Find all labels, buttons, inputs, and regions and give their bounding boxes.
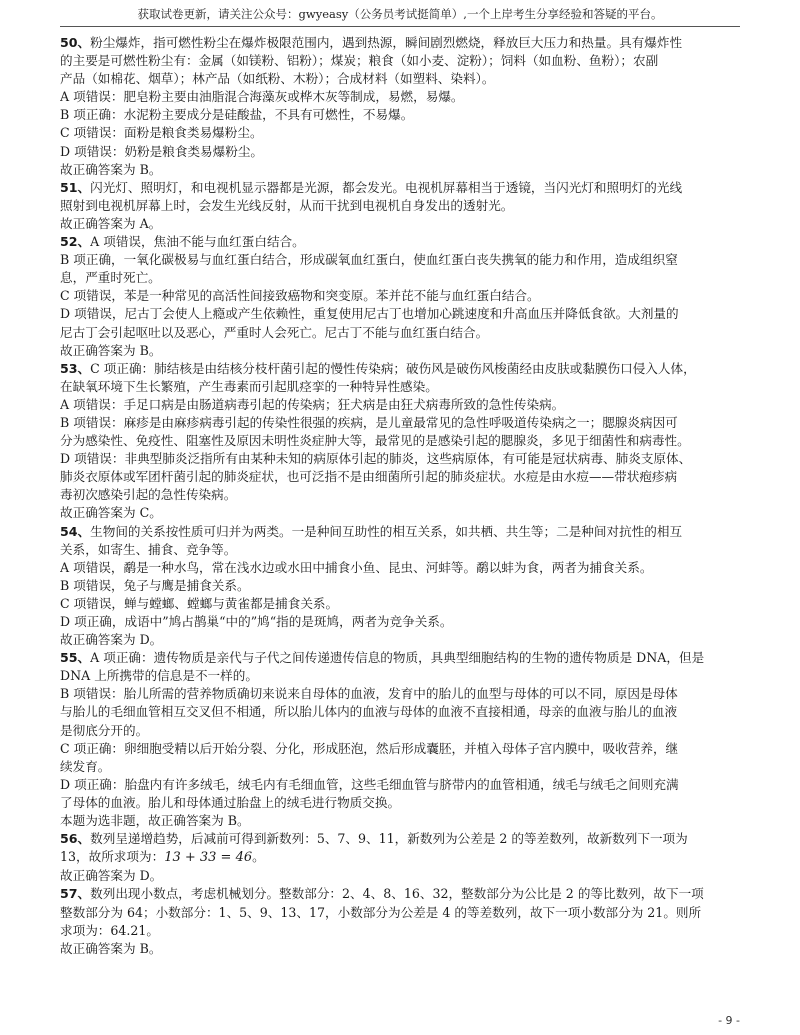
line-text: B 项错误，兔子与鹰是捕食关系。 (60, 577, 250, 593)
text-line (60, 143, 742, 161)
line-text: 故正确答案为 C。 (60, 505, 162, 521)
line-text: B 项正确，一氧化碳极易与血红蛋白结合，形成碳氧血红蛋白，使血红蛋白丧失携氧的能力和作用，造成组织窒 (60, 252, 678, 268)
line-text: A 项错误：肥皂粉主要由油脂混合海藻灰或桦木灰等制成，易燃，易爆。 (60, 89, 464, 105)
text-line (60, 378, 742, 396)
line-text: 故正确答案为 A。 (60, 215, 162, 231)
text-line (60, 360, 742, 378)
line-text: D 项正确，成语中”鸠占鹊巢“中的”鸠“指的是斑鸠，两者为竞争关系。 (60, 614, 453, 629)
text-line (60, 161, 742, 179)
line-text: B 项正确：水泥粉主要成分是硅酸盐，不具有可燃性，不易爆。 (60, 107, 414, 123)
line-text: 故正确答案为 B。 (60, 342, 162, 358)
line-text: B 项错误：胎儿所需的营养物质确切来说来自母体的血液，发育中的胎儿的血型与母体的可以不同，原因是母体 (60, 686, 678, 702)
line-text: 肺炎衣原体或军团杆菌引起的肺炎症状，也可泛指不是由细菌所引起的肺炎症状。水痘是由水痘——带状疱疹病 (60, 469, 678, 485)
text-line (60, 830, 742, 848)
text-line (60, 595, 742, 613)
line-text: C 项错误，蝉与螳螂、螳螂与黄雀都是捕食关系。 (60, 595, 339, 611)
line-text: 了母体的血液。胎儿和母体通过胎盘上的绒毛进行物质交换。 (60, 794, 401, 810)
page-header: 获取试卷更新，请关注公众号：gwyeasy（公务员考试挺简单）,一个上岸考生分享经验和答疑的平台。 (137, 7, 663, 21)
line-text-end: 。 (252, 849, 265, 865)
text-line (60, 414, 742, 432)
equation: 13 + 33 = 46 (164, 850, 253, 866)
answer-explanations (60, 34, 742, 958)
question-number: 50、 (60, 35, 91, 50)
line-text: D 项错误：奶粉是粮食类易爆粉尘。 (60, 143, 264, 159)
question-number: 54、 (60, 523, 91, 539)
line-text: D 项正确：胎盘内有许多绒毛，绒毛内有毛细血管，这些毛细血管与脐带内的血管相通，绒毛与绒毛之间则充满 (60, 776, 679, 792)
text-line (60, 324, 742, 342)
line-text: A 项正确：遗传物质是亲代与子代之间传递遗传信息的物质，具典型细胞结构的生物的遗传物质是 DNA，但是 (90, 650, 705, 666)
text-line (60, 179, 742, 197)
text-line (60, 940, 742, 958)
text-line (60, 233, 742, 251)
line-text: 在缺氧环境下生长繁殖，产生毒素而引起肌痉挛的一种特异性感染。 (60, 378, 438, 394)
text-line (60, 885, 742, 903)
line-text: A 项错误：手足口病是由肠道病毒引起的传染病；狂犬病是由狂犬病毒所致的急性传染病。 (60, 396, 565, 412)
line-text: 关系，如寄生、捕食、竞争等。 (60, 541, 237, 557)
line-text: 故正确答案为 D。 (60, 868, 163, 884)
line-text: 粉尘爆炸，指可燃性粉尘在爆炸极限范围内，遇到热源，瞬间剧烈燃烧，释放巨大压力和热量。具有爆炸性 (90, 35, 683, 50)
line-text: C 项正确：肺结核是由结核分枝杆菌引起的慢性传染病；破伤风是破伤风梭菌经由皮肤或黏膜伤口侵入人体， (90, 360, 696, 376)
text-line (60, 523, 742, 541)
text-line (60, 269, 742, 287)
line-text: 产品（如棉花、烟草）；林产品（如纸粉、木粉）；合成材料（如塑料、染料）。 (60, 71, 495, 87)
text-line (60, 396, 742, 414)
line-text: 是彻底分开的。 (60, 722, 149, 738)
line-text: 闪光灯、照明灯，和电视机显示器都是光源，都会发光。电视机屏幕相当于透镜，当闪光灯和照明灯的光线 (90, 179, 683, 195)
line-text: D 项错误：非典型肺炎泛指所有由某种未知的病原体引起的肺炎，这些病原体，有可能是冠状病毒、肺炎支原体、 (60, 451, 692, 467)
line-text: 息，严重时死亡。 (60, 270, 161, 286)
line-text: 续发育。 (60, 758, 111, 774)
text-line (60, 486, 742, 504)
line-text: 数列呈递增趋势，后减前可得到新数列：5、7、9、11，新数列为公差是 2 的等差数列，故新数列下一项为 (90, 831, 688, 847)
text-line (60, 649, 742, 667)
question-number: 56、 (60, 831, 91, 847)
text-line (60, 740, 742, 758)
text-line (60, 287, 742, 305)
page-number: - 9 - (718, 1014, 740, 1027)
text-line (60, 52, 742, 70)
line-text: 13，故所求项为： (60, 849, 165, 865)
text-line (60, 450, 742, 468)
line-text: C 项错误，苯是一种常见的高活性间接致癌物和突变原。苯并芘不能与血红蛋白结合。 (60, 288, 540, 304)
text-line (60, 922, 742, 940)
text-line (60, 722, 742, 740)
line-text: 分为感染性、免疫性、阻塞性及原因未明性炎症肿大等，最常见的是感染引起的腮腺炎，多见于细菌性和病毒性。 (60, 433, 690, 449)
text-line (60, 342, 742, 360)
line-text: 与胎儿的毛细血管相互交叉但不相通，所以胎儿体内的血液与母体的血液不直接相通，母亲的血液与胎儿的血液 (60, 704, 678, 720)
text-line (60, 685, 742, 703)
question-number: 51、 (60, 179, 91, 195)
text-line (60, 776, 742, 794)
text-line (60, 305, 742, 323)
text-line (60, 197, 742, 215)
line-text: 求项为：64.21。 (60, 922, 160, 938)
text-line (60, 124, 742, 142)
text-line (60, 70, 742, 88)
line-text: 故正确答案为 B。 (60, 940, 162, 956)
line-text: A 项错误，焦油不能与血红蛋白结合。 (90, 234, 305, 250)
text-line (60, 577, 742, 595)
line-text: 本题为选非题，故正确答案为 B。 (60, 813, 250, 829)
line-text: 故正确答案为 D。 (60, 632, 163, 648)
line-text: C 项正确：卵细胞受精以后开始分裂、分化，形成胚泡，然后形成囊胚，并植入母体子宫内膜中，吸收营养，继 (60, 740, 679, 756)
header-divider (60, 26, 740, 27)
text-line (60, 631, 742, 649)
text-line (60, 88, 742, 106)
question-number: 55、 (60, 650, 91, 666)
line-text: B 项错误：麻疹是由麻疹病毒引起的传染性很强的疾病，是儿童最常见的急性呼吸道传染病之一；腮腺炎病因可 (60, 414, 678, 430)
line-text: 尼古丁会引起呕吐以及恶心，严重时人会死亡。尼古丁不能与血红蛋白结合。 (60, 324, 489, 340)
line-text: 故正确答案为 B。 (60, 161, 162, 177)
question-number: 53、 (60, 360, 91, 376)
text-line (60, 794, 742, 812)
text-line (60, 703, 742, 721)
text-line (60, 559, 742, 577)
line-text: 整数部分为 64；小数部分：1、5、9、13、17，小数部分为公差是 4 的等差数列，故下一项小数部分为 21。则所 (60, 904, 702, 920)
line-text: C 项错误：面粉是粮食类易爆粉尘。 (60, 125, 263, 141)
line-text: 的主要是可燃性粉尘有：金属（如镁粉、铝粉）；煤炭；粮食（如小麦、淀粉）；饲料（如血粉、鱼粉）；农副 (60, 53, 659, 69)
text-line (60, 251, 742, 269)
line-text: D 项错误，尼古丁会使人上瘾或产生依赖性，重复使用尼古丁也增加心跳速度和升高血压并降低食欲。大剂量的 (60, 306, 679, 322)
line-text: 生物间的关系按性质可归并为两类。一是种间互助性的相互关系，如共栖、共生等；二是种间对抗性的相互 (90, 523, 683, 539)
text-line (60, 758, 742, 776)
text-line (60, 432, 742, 450)
line-text: 数列出现小数点，考虑机械划分。整数部分：2、4、8、16、32，整数部分为公比是 2 的等比数列，故下一项 (90, 886, 704, 902)
question-number: 57、 (60, 886, 91, 902)
text-line (60, 613, 742, 631)
text-line (60, 541, 742, 559)
line-text: 照射到电视机屏幕上时，会发生光线反射，从而干扰到电视机自身发出的透射光。 (60, 197, 514, 213)
text-line (60, 904, 742, 922)
line-text: A 项错误，鹬是一种水鸟，常在浅水边或水田中捕食小鱼、昆虫、河蚌等。鹬以蚌为食，两者为捕食关系。 (60, 559, 653, 575)
line-text: 毒初次感染引起的急性传染病。 (60, 487, 237, 503)
question-number: 52、 (60, 234, 91, 250)
text-line (60, 667, 742, 685)
text-line (60, 34, 742, 52)
text-line (60, 812, 742, 830)
text-line (60, 504, 742, 522)
text-line (60, 106, 742, 124)
text-line (60, 848, 742, 867)
text-line (60, 215, 742, 233)
line-text: DNA 上所携带的信息是不一样的。 (60, 668, 258, 684)
text-line (60, 468, 742, 486)
text-line (60, 867, 742, 885)
